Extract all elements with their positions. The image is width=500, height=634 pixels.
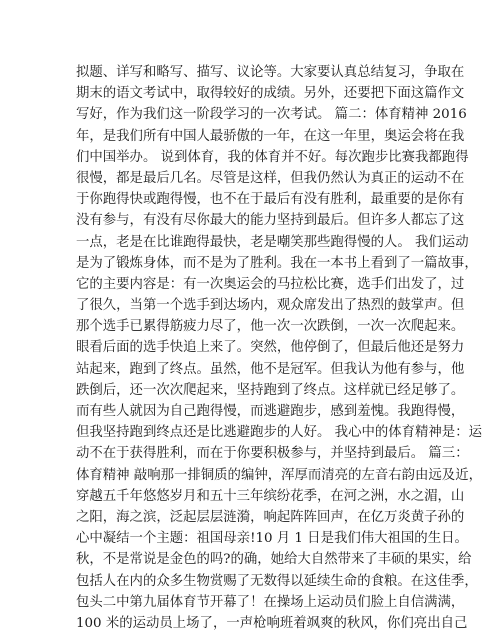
text-line-22: 之阳，海之滨，泛起层层涟漪，响起阵阵回声，在亿万炎黄子孙的 [76, 509, 465, 525]
text-line-5: 们中国举办。 说到体育，我的体育并不好。每次跑步比赛我都跑得 [76, 149, 469, 165]
text-line-23: 心中凝结一个主题：祖国母亲!10 月 1 日是我们伟大祖国的生日。 [76, 531, 468, 547]
text-line-27: 100 米的运动员上场了，一声枪响班着飒爽的秋风，你们亮出自己 [76, 615, 468, 631]
text-line-10: 是为了锻炼身体，而不是为了胜利。我在一本书上看到了一篇故事， [76, 255, 478, 271]
text-line-21: 穿越五千年悠悠岁月和五十三年缤纷花季，在河之洲，水之湄，山 [76, 488, 465, 504]
text-line-18: 但我坚持跑到终点还是比逃避跑步的人好。 我心中的体育精神是：运 [76, 425, 482, 441]
text-line-3: 写好，作为我们这一阶段学习的一次考试。 篇二：体育精神 2016 [76, 107, 467, 123]
text-line-7: 于你跑得快或跑得慢，也不在于最后有没有胜利，最重要的是你有 [76, 192, 465, 208]
text-line-4: 年，是我们所有中国人最骄傲的一年，在这一年里，奥运会将在我 [76, 128, 465, 144]
text-line-17: 而有些人就因为自己跑得慢，而逃避跑步，感到羞愧。我跑得慢， [76, 404, 465, 419]
text-line-19: 动不在于获得胜利，而在于你要积极参与，并坚持到最后。 篇三： [76, 446, 469, 462]
text-line-24: 秋，不是常说是金色的吗?的确，她给大自然带来了丰硕的果实，给 [76, 552, 472, 568]
text-line-1: 拟题、详写和略写、描写、议论等。大家要认真总结复习，争取在 [76, 65, 465, 80]
essay-text [76, 62, 482, 634]
text-line-9: 一点，老是在比谁跑得最快，老是嘲笑那些跑得慢的人。 我们运动 [76, 234, 469, 250]
text-line-16: 跌倒后，还一次次爬起来，坚持跑到了终点。这样就已经足够了。 [76, 382, 465, 398]
text-line-8: 没有参与，有没有尽你最大的能力坚持到最后。但许多人都忘了这 [76, 213, 465, 229]
text-line-14: 眼看后面的选手快追上来了。突然，他停倒了，但最后他还是努力 [76, 340, 465, 356]
text-line-25: 包括人在内的众多生物赏赐了无数得以延续生命的食粮。在这佳季， [76, 573, 478, 589]
text-line-2: 期末的语文考试中，取得较好的成绩。另外，还要把下面这篇作文 [76, 86, 465, 102]
text-line-6: 很慢，都是最后几名。尽管是这样，但我仍然认为真正的运动不在 [76, 170, 465, 186]
text-line-13: 那个选手已累得筋疲力尽了，他一次一次跌倒，一次一次爬起来。 [76, 319, 465, 335]
text-line-15: 站起来，跑到了终点。虽然，他不是冠军。但我认为他有参与，他 [76, 361, 465, 377]
text-line-26: 包头二中第九届体育节开幕了！在操场上运动员们脸上自信满满， [76, 594, 465, 610]
text-line-11: 它的主要内容是：有一次奥运会的马拉松比赛，选手们出发了，过 [76, 276, 465, 292]
text-line-20: 体育精神 敲响那一排铜质的编钟，浑厚而清亮的左音右韵由远及近， [76, 467, 482, 483]
text-line-12: 了很久，当第一个选手到达场内，观众席发出了热烈的鼓掌声。但 [76, 298, 465, 314]
